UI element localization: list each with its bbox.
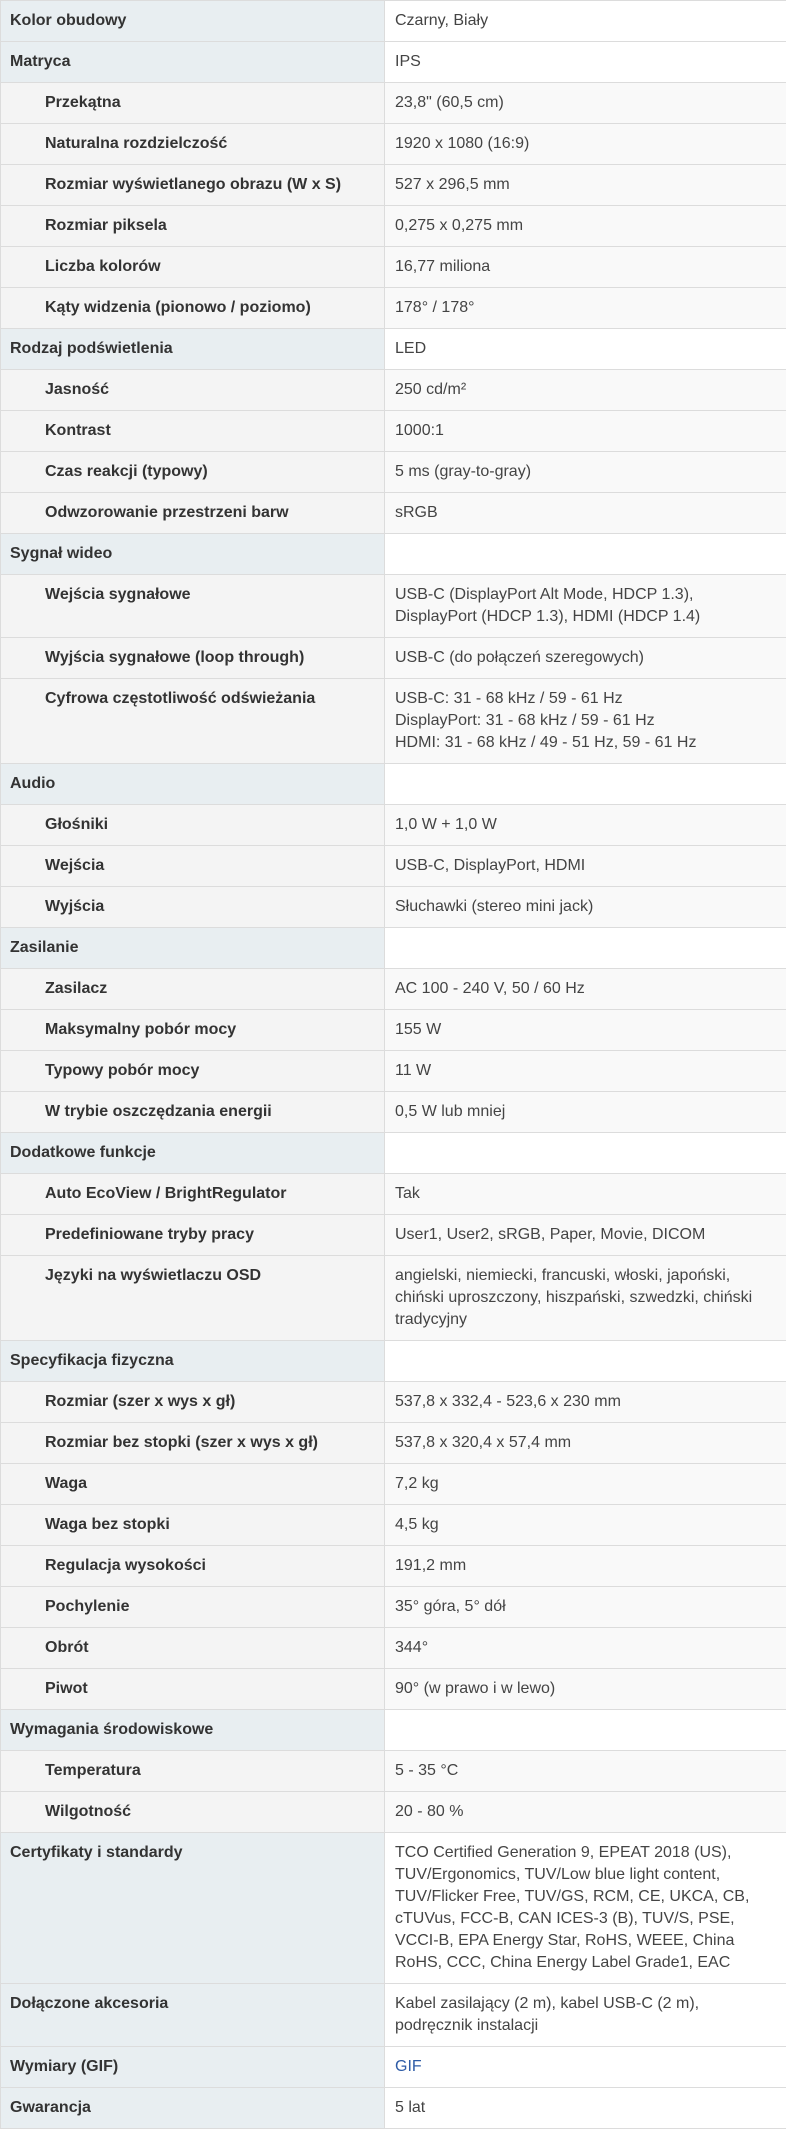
spec-row [1, 1010, 786, 1051]
spec-row [1, 1669, 786, 1710]
spec-label: Głośniki [1, 805, 385, 846]
spec-value: 537,8 x 320,4 x 57,4 mm [385, 1423, 786, 1464]
spec-label: Rozmiar (szer x wys x gł) [1, 1382, 385, 1423]
spec-value [385, 2047, 786, 2088]
spec-row [1, 1464, 786, 1505]
spec-label: Wymagania środowiskowe [1, 1710, 385, 1751]
spec-label: Auto EcoView / BrightRegulator [1, 1174, 385, 1215]
spec-value: USB-C (do połączeń szeregowych) [385, 638, 786, 679]
spec-row [1, 1256, 786, 1341]
spec-row [1, 1546, 786, 1587]
spec-value: 537,8 x 332,4 - 523,6 x 230 mm [385, 1382, 786, 1423]
spec-label: Pochylenie [1, 1587, 385, 1628]
spec-label: Języki na wyświetlaczu OSD [1, 1256, 385, 1341]
spec-value: 5 ms (gray-to-gray) [385, 452, 786, 493]
spec-value: 11 W [385, 1051, 786, 1092]
spec-row [1, 575, 786, 638]
spec-row [1, 370, 786, 411]
spec-value: sRGB [385, 493, 786, 534]
spec-row [1, 1628, 786, 1669]
spec-value: 1920 x 1080 (16:9) [385, 124, 786, 165]
spec-label: Kontrast [1, 411, 385, 452]
spec-row [1, 1751, 786, 1792]
spec-section-row [1, 928, 786, 969]
spec-label: Predefiniowane tryby pracy [1, 1215, 385, 1256]
spec-section-row [1, 534, 786, 575]
spec-label: Wilgotność [1, 1792, 385, 1833]
spec-section-row [1, 42, 786, 83]
spec-row [1, 1174, 786, 1215]
spec-label: Typowy pobór mocy [1, 1051, 385, 1092]
spec-value: 35° góra, 5° dół [385, 1587, 786, 1628]
spec-label: Maksymalny pobór mocy [1, 1010, 385, 1051]
spec-value: Tak [385, 1174, 786, 1215]
spec-label: Audio [1, 764, 385, 805]
spec-label: Wyjścia sygnałowe (loop through) [1, 638, 385, 679]
spec-label: Rozmiar bez stopki (szer x wys x gł) [1, 1423, 385, 1464]
spec-label: Regulacja wysokości [1, 1546, 385, 1587]
spec-row [1, 1587, 786, 1628]
spec-value: Słuchawki (stereo mini jack) [385, 887, 786, 928]
spec-label: Rodzaj podświetlenia [1, 329, 385, 370]
spec-value: Czarny, Biały [385, 1, 786, 42]
spec-label: Wyjścia [1, 887, 385, 928]
spec-value: 20 - 80 % [385, 1792, 786, 1833]
spec-row [1, 247, 786, 288]
spec-label: Kolor obudowy [1, 1, 385, 42]
spec-row [1, 1792, 786, 1833]
spec-value: TCO Certified Generation 9, EPEAT 2018 (US), TUV/Ergonomics, TUV/Low blue light content, TUV/Flicker Free, TUV/GS, RCM, CE, UKCA, CB, cTUVus, FCC-B, CAN ICES-3 (B), TUV/S, PSE, VCCI-B, EPA Energy Star, RoHS, WEEE, China RoHS, CCC, China Energy Label Grade1, EAC [385, 1833, 786, 1984]
spec-value: LED [385, 329, 786, 370]
spec-value: 1,0 W + 1,0 W [385, 805, 786, 846]
spec-row [1, 887, 786, 928]
spec-table-body [1, 1, 786, 2129]
spec-row [1, 452, 786, 493]
spec-section-row [1, 2047, 786, 2088]
spec-value-line: DisplayPort: 31 - 68 kHz / 59 - 61 Hz [395, 710, 776, 732]
spec-row [1, 1382, 786, 1423]
spec-row [1, 1215, 786, 1256]
spec-label: Waga [1, 1464, 385, 1505]
spec-section-row [1, 1710, 786, 1751]
spec-value: 250 cd/m² [385, 370, 786, 411]
spec-label: Cyfrowa częstotliwość odświeżania [1, 679, 385, 764]
spec-value: 5 - 35 °C [385, 1751, 786, 1792]
spec-label: Zasilanie [1, 928, 385, 969]
spec-section-row [1, 1984, 786, 2047]
spec-section-row [1, 764, 786, 805]
spec-value [385, 764, 786, 805]
spec-row [1, 1423, 786, 1464]
spec-label: Dołączone akcesoria [1, 1984, 385, 2047]
spec-row [1, 1051, 786, 1092]
spec-label: Wymiary (GIF) [1, 2047, 385, 2088]
spec-value: 23,8" (60,5 cm) [385, 83, 786, 124]
spec-label: Rozmiar wyświetlanego obrazu (W x S) [1, 165, 385, 206]
spec-value-line: HDMI: 31 - 68 kHz / 49 - 51 Hz, 59 - 61 Hz [395, 732, 776, 754]
spec-value: 1000:1 [385, 411, 786, 452]
spec-label: Waga bez stopki [1, 1505, 385, 1546]
spec-section-row [1, 1833, 786, 1984]
spec-value: 0,275 x 0,275 mm [385, 206, 786, 247]
spec-label: Przekątna [1, 83, 385, 124]
spec-label: Specyfikacja fizyczna [1, 1341, 385, 1382]
spec-value: AC 100 - 240 V, 50 / 60 Hz [385, 969, 786, 1010]
spec-label: Certyfikaty i standardy [1, 1833, 385, 1984]
spec-value: 344° [385, 1628, 786, 1669]
spec-row [1, 411, 786, 452]
spec-label: Zasilacz [1, 969, 385, 1010]
spec-row [1, 805, 786, 846]
spec-value: 178° / 178° [385, 288, 786, 329]
spec-label: Piwot [1, 1669, 385, 1710]
spec-value: 191,2 mm [385, 1546, 786, 1587]
spec-section-row [1, 2088, 786, 2129]
spec-label: Obrót [1, 1628, 385, 1669]
spec-label: Rozmiar piksela [1, 206, 385, 247]
spec-label: Liczba kolorów [1, 247, 385, 288]
spec-value-line: USB-C: 31 - 68 kHz / 59 - 61 Hz [395, 688, 776, 710]
spec-value: 7,2 kg [385, 1464, 786, 1505]
spec-label: Gwarancja [1, 2088, 385, 2129]
spec-label: Matryca [1, 42, 385, 83]
spec-value [385, 679, 786, 764]
spec-row [1, 206, 786, 247]
spec-value [385, 928, 786, 969]
spec-label: Sygnał wideo [1, 534, 385, 575]
spec-label: Odwzorowanie przestrzeni barw [1, 493, 385, 534]
spec-value: 90° (w prawo i w lewo) [385, 1669, 786, 1710]
spec-label: Wejścia [1, 846, 385, 887]
spec-value: USB-C (DisplayPort Alt Mode, HDCP 1.3), DisplayPort (HDCP 1.3), HDMI (HDCP 1.4) [385, 575, 786, 638]
spec-value [385, 1710, 786, 1751]
spec-row [1, 638, 786, 679]
spec-value: 5 lat [385, 2088, 786, 2129]
spec-row [1, 679, 786, 764]
spec-value: USB-C, DisplayPort, HDMI [385, 846, 786, 887]
spec-label: Kąty widzenia (pionowo / poziomo) [1, 288, 385, 329]
spec-value: 155 W [385, 1010, 786, 1051]
spec-row [1, 493, 786, 534]
spec-value [385, 1133, 786, 1174]
spec-row [1, 83, 786, 124]
spec-value: 527 x 296,5 mm [385, 165, 786, 206]
spec-row [1, 165, 786, 206]
spec-value [385, 1341, 786, 1382]
gif-download-link[interactable]: GIF [395, 2058, 422, 2075]
spec-row [1, 124, 786, 165]
spec-section-row [1, 1341, 786, 1382]
spec-section-row [1, 1133, 786, 1174]
spec-value: IPS [385, 42, 786, 83]
spec-value: Kabel zasilający (2 m), kabel USB-C (2 m), podręcznik instalacji [385, 1984, 786, 2047]
spec-value: User1, User2, sRGB, Paper, Movie, DICOM [385, 1215, 786, 1256]
spec-row [1, 1092, 786, 1133]
spec-row [1, 1505, 786, 1546]
spec-section-row [1, 329, 786, 370]
spec-row [1, 846, 786, 887]
spec-label: W trybie oszczędzania energii [1, 1092, 385, 1133]
spec-value: 4,5 kg [385, 1505, 786, 1546]
spec-label: Jasność [1, 370, 385, 411]
spec-row [1, 969, 786, 1010]
spec-label: Wejścia sygnałowe [1, 575, 385, 638]
spec-label: Czas reakcji (typowy) [1, 452, 385, 493]
spec-section-row [1, 1, 786, 42]
spec-value: 0,5 W lub mniej [385, 1092, 786, 1133]
spec-value: 16,77 miliona [385, 247, 786, 288]
spec-label: Temperatura [1, 1751, 385, 1792]
spec-value: angielski, niemiecki, francuski, włoski, japoński, chiński uproszczony, hiszpański, szwedzki, chiński tradycyjny [385, 1256, 786, 1341]
spec-label: Dodatkowe funkcje [1, 1133, 385, 1174]
spec-row [1, 288, 786, 329]
spec-value [385, 534, 786, 575]
spec-label: Naturalna rozdzielczość [1, 124, 385, 165]
